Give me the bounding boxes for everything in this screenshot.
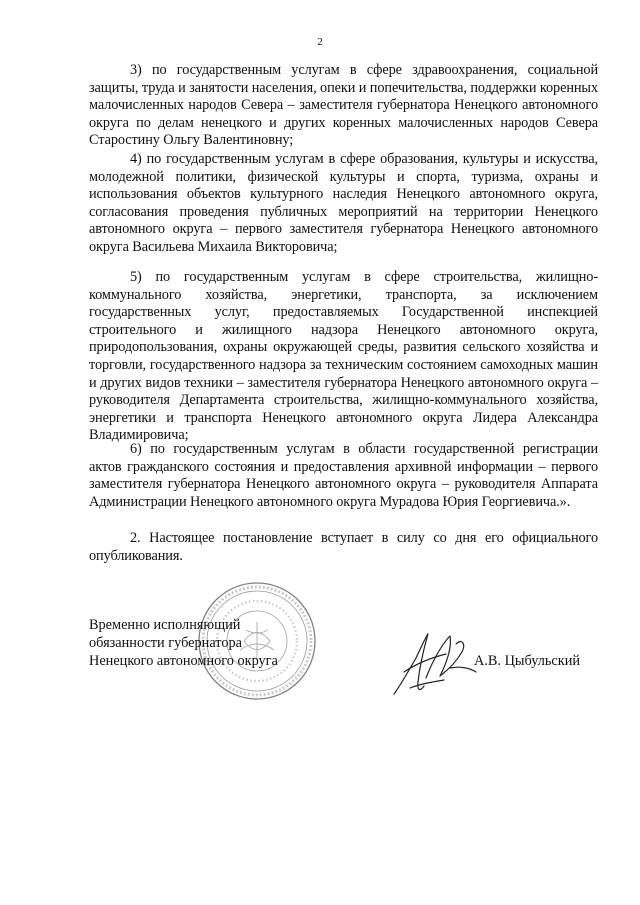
page-number: 2: [317, 36, 323, 48]
item-6-civil-registration: 6) по государственным услугам в области государственной регистрации актов гражданского состояния и предоставления архивной информации – первого заместителя губернатора Ненецкого автономного округа – руководителя Аппарата Администрации Ненецкого автономного округа Мурадова Юрия Георгиевича.».: [89, 441, 598, 510]
signatory-title-line-1: Временно исполняющий: [89, 617, 241, 633]
signatory-title-line-3: Ненецкого автономного округа: [89, 653, 278, 669]
signatory-title-line-2: обязанности губернатора: [89, 635, 242, 651]
item-5-construction: 5) по государственным услугам в сфере строительства, жилищно-коммунального хозяйства, энергетики, транспорта, за исключением государственных услуг, предоставляемых Государственной инспекцией строительного и жилищного надзора Ненецкого автономного округа, природопользования, охраны окружающей среды, развития сельского хозяйства и торговли, государственного надзора за техническим состоянием самоходных машин и других видов техники – заместителя губернатора Ненецкого автономного округа – руководителя Департамента строительства, жилищно-коммунального хозяйства, энергетики и транспорта Ненецкого автономного округа Лидера Александра Владимировича;: [89, 269, 598, 444]
item-4-education-culture: 4) по государственным услугам в сфере образования, культуры и искусства, молодежной политики, физической культуры и спорта, туризма, охраны и использования объектов культурного наследия Ненецкого автономного округа, согласования проведения публичных мероприятий на территории Ненецкого автономного округа – первого заместителя губернатора Ненецкого автономного округа Васильева Михаила Викторовича;: [89, 151, 598, 255]
handwritten-signature-icon: [390, 628, 480, 700]
item-3-health-social: 3) по государственным услугам в сфере здравоохранения, социальной защиты, труда и занятости населения, опеки и попечительства, поддержки коренных малочисленных народов Севера – заместителя губернатора Ненецкого автономного округа по делам ненецкого и других коренных малочисленных народов Севера Старостину Ольгу Валентиновну;: [89, 62, 598, 149]
signatory-name: А.В. Цыбульский: [474, 653, 581, 669]
effective-date-clause: 2. Настоящее постановление вступает в силу со дня его официального опубликования.: [89, 530, 598, 564]
